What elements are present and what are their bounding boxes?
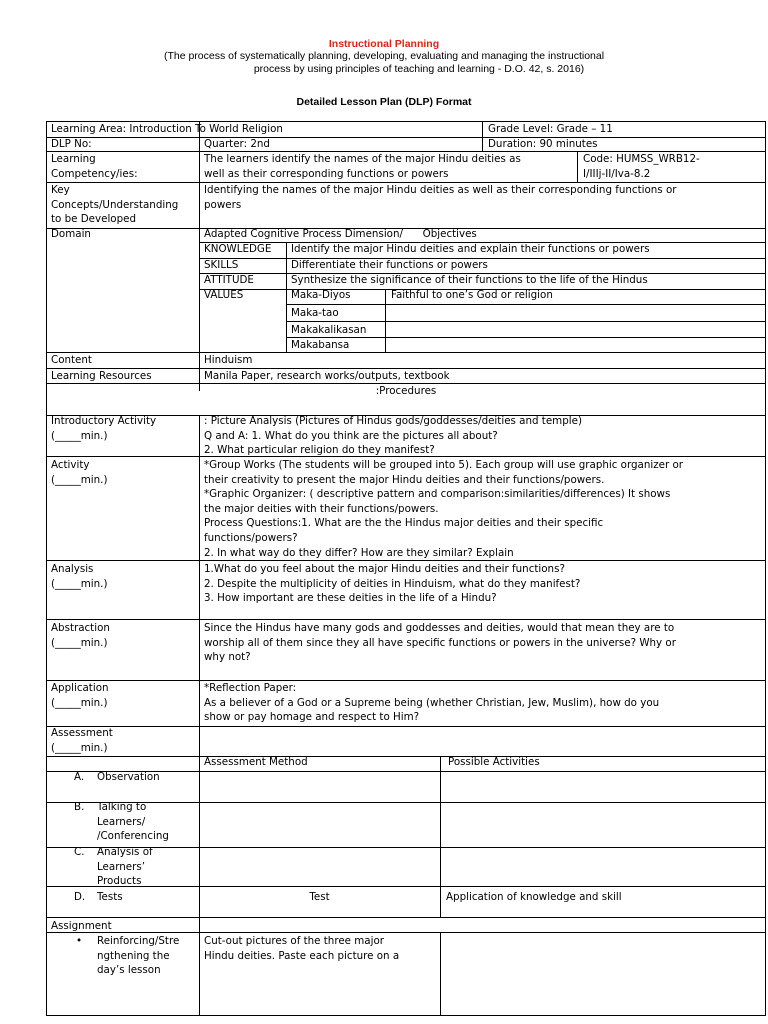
value-maka-diyos: Maka-Diyos xyxy=(291,289,351,301)
assessment-item-b-marker: B. xyxy=(74,801,85,813)
procedures-label: :Procedures xyxy=(375,385,437,397)
value-maka-tao: Maka-tao xyxy=(291,307,339,319)
assessment-label: Assessment (_____min.) xyxy=(51,727,113,754)
assessment-item-d-label: Tests xyxy=(97,891,123,903)
analysis-label: Analysis (_____min.) xyxy=(51,563,108,590)
activity-text: *Group Works (The students will be grouped into 5). Each group will use graphic organizer or their creativity to present the major Hindu deities and their functions/powers. *Graphic Organizer: ( descriptive pattern and comparison:similarities/differences) It shows the major deities with their functions/powers. Process Questions:1. What are the the Hindus major deities and their specific functions/powers? 2. In what way do they differ? How are they similar? Explain xyxy=(204,459,684,559)
assessment-item-c-marker: C. xyxy=(74,846,85,858)
assessment-item-a-marker: A. xyxy=(74,771,85,783)
application-text: *Reflection Paper: As a believer of a God or a Supreme being (whether Christian, Jew, Muslim), how do you show or pay homage and respect to Him? xyxy=(204,682,660,724)
assignment-item-label: Reinforcing/Stre ngthening the day’s lesson xyxy=(97,935,180,977)
dlp-no: DLP No: xyxy=(51,138,92,150)
assessment-item-a-label: Observation xyxy=(97,771,160,783)
domain-label: Domain xyxy=(51,228,91,240)
introductory-label: Introductory Activity (_____min.) xyxy=(51,415,157,442)
abstraction-text: Since the Hindus have many gods and goddesses and deities, would that mean they are to worship all of them since they all have specific functions or powers in the universe? Why or why not? xyxy=(204,622,676,664)
format-title: Detailed Lesson Plan (DLP) Format xyxy=(296,96,472,108)
value-makakalikasan: Makakalikasan xyxy=(291,324,367,336)
value-makabansa: Makabansa xyxy=(291,339,350,351)
domain-heading: Adapted Cognitive Process Dimension/ Objectives xyxy=(204,228,477,240)
domain-skills-label: SKILLS xyxy=(204,259,239,271)
subtitle-line-1: (The process of systematically planning, developing, evaluating and managing the instructional xyxy=(163,50,605,62)
assignment-item-text: Cut-out pictures of the three major Hindu deities. Paste each picture on a xyxy=(204,935,400,962)
lesson-plan-table xyxy=(46,121,766,1016)
resources-label: Learning Resources xyxy=(51,370,152,382)
resources-text: Manila Paper, research works/outputs, textbook xyxy=(204,370,450,382)
domain-attitude-label: ATTITUDE xyxy=(204,274,254,286)
abstraction-label: Abstraction (_____min.) xyxy=(51,622,110,649)
key-concepts-text: Identifying the names of the major Hindu deities as well as their corresponding functions or powers xyxy=(204,184,677,211)
assessment-item-d-activity: Application of knowledge and skill xyxy=(446,891,622,903)
content-label: Content xyxy=(51,354,92,366)
domain-attitude-text: Synthesize the significance of their functions to the life of the Hindus xyxy=(291,274,648,286)
value-maka-diyos-text: Faithful to one’s God or religion xyxy=(391,289,553,301)
domain-skills-text: Differentiate their functions or powers xyxy=(291,259,488,271)
content-text: Hinduism xyxy=(204,354,253,366)
assessment-item-b-label: Talking to Learners/ /Conferencing xyxy=(97,801,169,843)
key-concepts-label: Key Concepts/Understanding to be Developed xyxy=(51,184,179,226)
assessment-item-d-method: Test xyxy=(309,891,330,903)
quarter: Quarter: 2nd xyxy=(204,138,270,150)
assignment-label: Assignment xyxy=(51,920,112,932)
competency-text: The learners identify the names of the major Hindu deities as well as their corresponding functions or powers xyxy=(204,153,521,180)
assessment-item-c-label: Analysis of Learners’ Products xyxy=(97,846,153,888)
analysis-text: 1.What do you feel about the major Hindu deities and their functions? 2. Despite the multiplicity of deities in Hinduism, what do they manifest? 3. How important are these deities in the life of a Hindu? xyxy=(204,563,581,605)
duration: Duration: 90 minutes xyxy=(488,138,598,150)
domain-knowledge-label: KNOWLEDGE xyxy=(204,243,272,255)
subtitle-line-2: process by using principles of teaching and learning - D.O. 42, s. 2016) xyxy=(253,63,585,75)
competency-code: Code: HUMSS_WRB12- I/IIIj-II/Iva-8.2 xyxy=(583,153,700,180)
introductory-text: : Picture Analysis (Pictures of Hindus gods/goddesses/deities and temple) Q and A: 1. What do you think are the pictures all about? 2. What particular religion do they manifest? xyxy=(204,415,582,457)
assessment-item-d-marker: D. xyxy=(74,891,86,903)
learning-area: Learning Area: Introduction To World Religion xyxy=(51,123,283,135)
activity-label: Activity (_____min.) xyxy=(51,459,108,486)
grade-level: Grade Level: Grade – 11 xyxy=(488,123,613,135)
domain-knowledge-text: Identify the major Hindu deities and explain their functions or powers xyxy=(291,243,650,255)
domain-values-label: VALUES xyxy=(204,289,244,301)
application-label: Application (_____min.) xyxy=(51,682,109,709)
assignment-bullet: • xyxy=(76,935,83,947)
possible-activities-header: Possible Activities xyxy=(448,756,540,768)
page-title: Instructional Planning xyxy=(328,38,440,50)
competency-label: Learning Competency/ies: xyxy=(51,153,138,180)
assessment-method-header: Assessment Method xyxy=(204,756,308,768)
